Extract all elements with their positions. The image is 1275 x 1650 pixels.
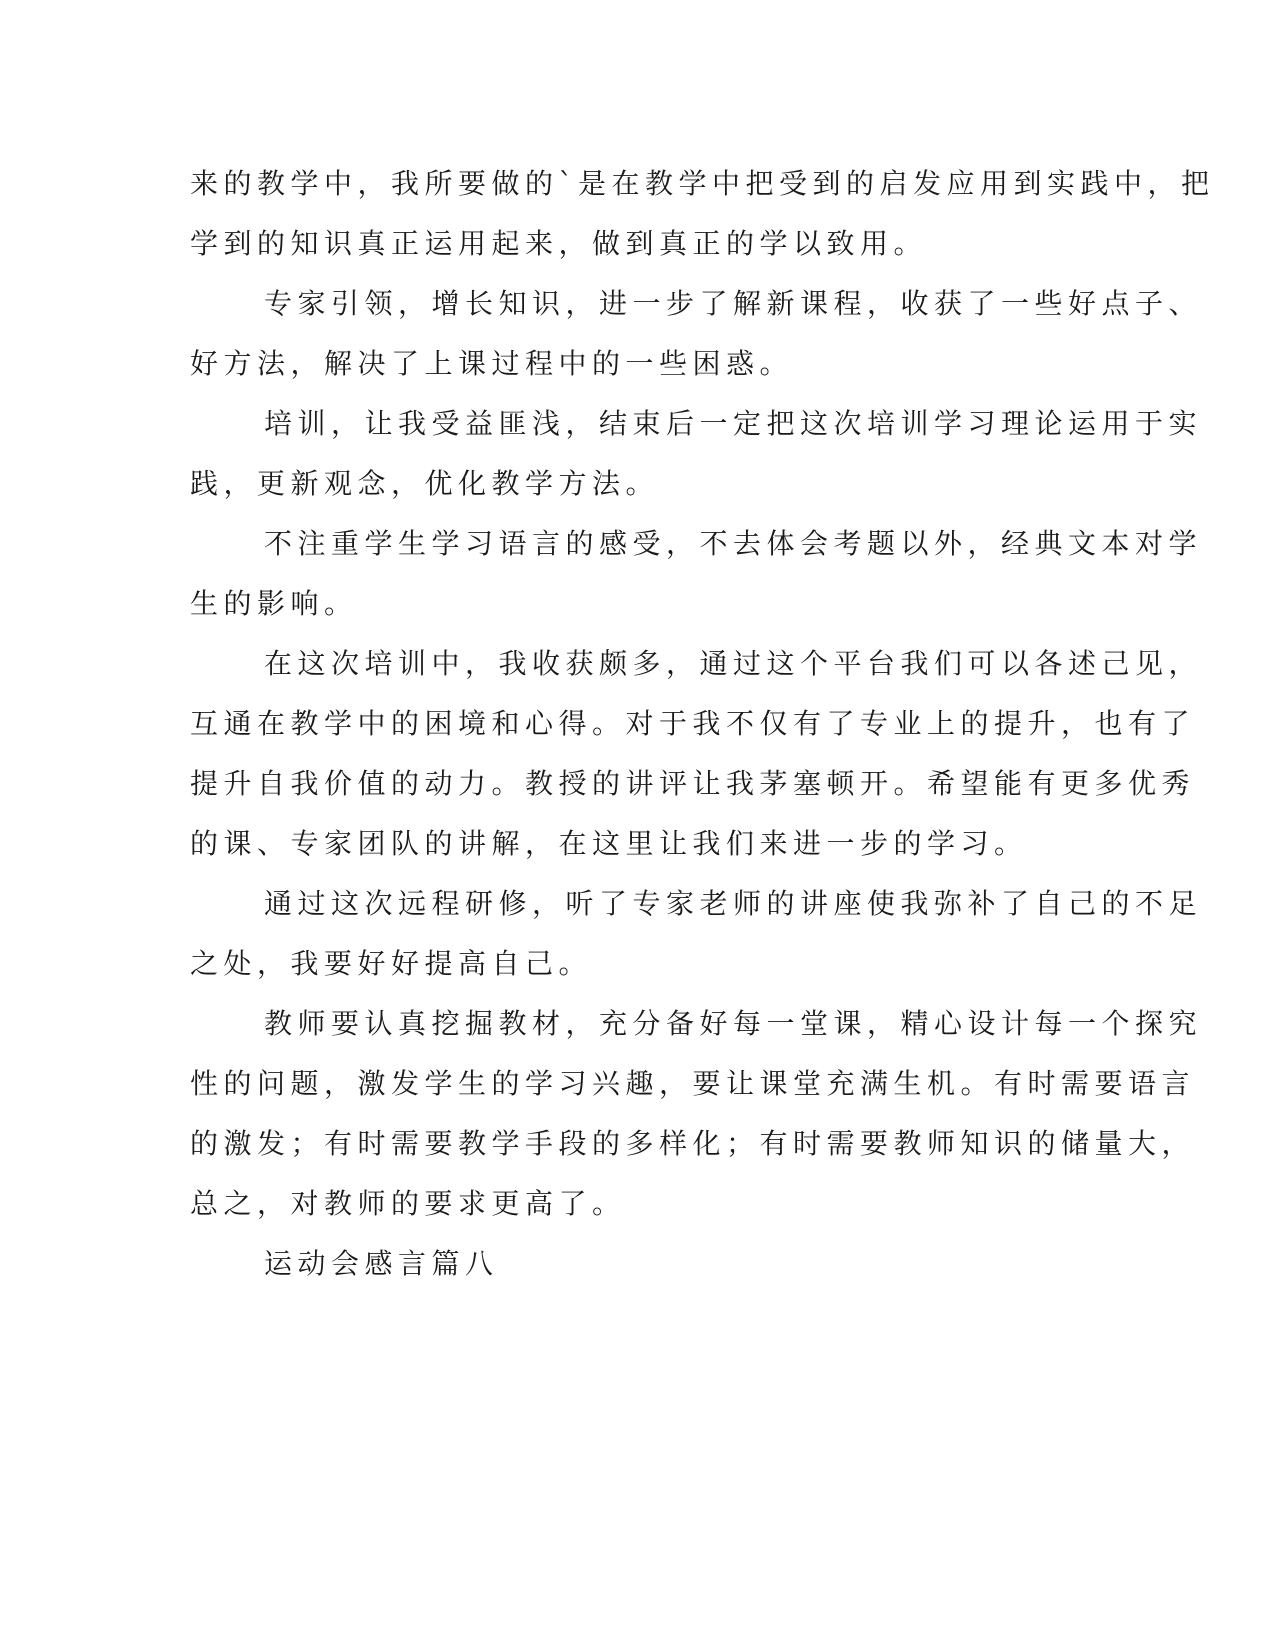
paragraph-start-line: 不注重学生学习语言的感受，不去体会考题以外，经典文本对学 (264, 527, 1203, 560)
section-heading: 运动会感言篇八 (264, 1247, 499, 1280)
text-line: 性的问题，激发学生的学习兴趣，要让课堂充满生机。有时需要语言 (190, 1067, 1196, 1100)
text-line: 学到的知识真正运用起来，做到真正的学以致用。 (190, 227, 928, 260)
text-line: 之处，我要好好提高自己。 (190, 947, 593, 980)
text-line: 总之，对教师的要求更高了。 (190, 1187, 626, 1220)
text-line: 互通在教学中的困境和心得。对于我不仅有了专业上的提升，也有了 (190, 707, 1196, 740)
text-line: 生的影响。 (190, 587, 358, 620)
text-line: 的课、专家团队的讲解，在这里让我们来进一步的学习。 (190, 827, 1028, 860)
text-line: 的激发；有时需要教学手段的多样化；有时需要教师知识的储量大， (190, 1127, 1196, 1160)
paragraph-start-line: 培训，让我受益匪浅，结束后一定把这次培训学习理论运用于实 (264, 407, 1203, 440)
text-line: 提升自我价值的动力。教授的讲评让我茅塞顿开。希望能有更多优秀 (190, 767, 1196, 800)
paragraph-start-line: 通过这次远程研修，听了专家老师的讲座使我弥补了自己的不足 (264, 887, 1203, 920)
paragraph-start-line: 教师要认真挖掘教材，充分备好每一堂课，精心设计每一个探究 (264, 1007, 1203, 1040)
text-line: 来的教学中，我所要做的`是在教学中把受到的启发应用到实践中，把 (190, 167, 1215, 200)
text-line: 践，更新观念，优化教学方法。 (190, 467, 660, 500)
text-line: 好方法，解决了上课过程中的一些困惑。 (190, 347, 794, 380)
paragraph-start-line: 专家引领，增长知识，进一步了解新课程，收获了一些好点子、 (264, 287, 1203, 320)
paragraph-start-line: 在这次培训中，我收获颇多，通过这个平台我们可以各述己见， (264, 647, 1203, 680)
